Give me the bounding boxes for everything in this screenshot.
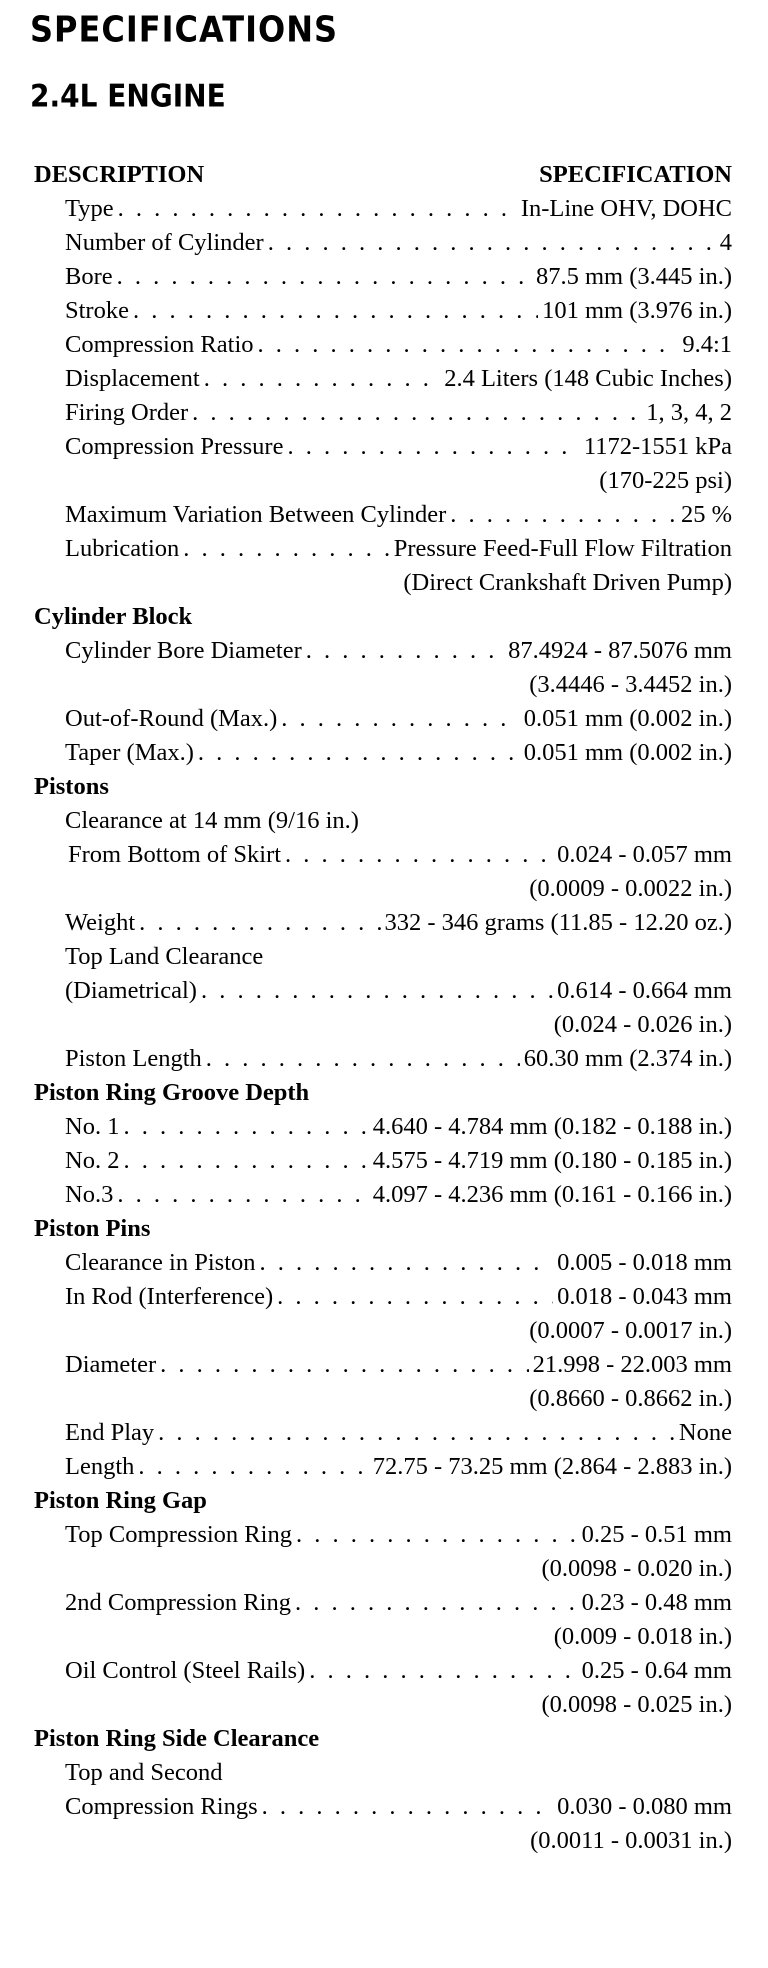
- spec-value: 0.23 - 0.48 mm: [581, 1589, 732, 1616]
- spec-label: Diameter: [65, 1351, 157, 1378]
- spec-label: In Rod (Interference): [65, 1283, 274, 1310]
- section-heading-ring-side-clearance: Piston Ring Side Clearance: [34, 1725, 320, 1752]
- spec-row-displacement: [34, 362, 732, 396]
- spec-value: 4.097 - 4.236 mm (0.161 - 0.166 in.): [372, 1181, 732, 1208]
- spec-label: Weight: [65, 909, 136, 936]
- leader-dots: [309, 1654, 577, 1688]
- spec-value: 25 %: [680, 501, 732, 528]
- spec-label: Length: [65, 1453, 135, 1480]
- section-title: 2.4L ENGINE: [30, 78, 226, 115]
- leader-dots: [139, 906, 380, 940]
- leader-dots: [287, 430, 579, 464]
- spec-row-weight: [34, 906, 732, 940]
- section-heading-ring-groove-depth: Piston Ring Groove Depth: [34, 1079, 310, 1106]
- spec-value-continuation: (Direct Crankshaft Driven Pump): [403, 569, 732, 596]
- leader-dots: [277, 1280, 553, 1314]
- spec-row-groove-no1: [34, 1110, 732, 1144]
- spec-value: 4: [719, 229, 732, 256]
- spec-value: 72.75 - 73.25 mm (2.864 - 2.883 in.): [372, 1453, 732, 1480]
- spec-row-from-bottom: [34, 838, 732, 872]
- spec-row-pin-length: [34, 1450, 732, 1484]
- leader-dots: [198, 736, 520, 770]
- spec-row-type: [34, 192, 732, 226]
- spec-row-compression-ratio: [34, 328, 732, 362]
- spec-value-continuation: (0.024 - 0.026 in.): [553, 1011, 732, 1038]
- spec-value: 1, 3, 4, 2: [646, 399, 732, 426]
- spec-row-second-ring-gap: [34, 1586, 732, 1620]
- leader-dots: [117, 260, 532, 294]
- spec-row-bore-diameter: [34, 634, 732, 668]
- spec-label: Top Compression Ring: [65, 1521, 292, 1548]
- leader-dots: [206, 1042, 520, 1076]
- spec-value: None: [678, 1419, 732, 1446]
- spec-label: Type: [65, 195, 114, 222]
- column-header-row: [34, 158, 732, 192]
- spec-row-continuation: [34, 1620, 732, 1654]
- spec-value-continuation: (170-225 psi): [599, 467, 732, 494]
- leader-dots: [118, 192, 517, 226]
- spec-value-continuation: (0.0009 - 0.0022 in.): [529, 875, 732, 902]
- column-header-specification: SPECIFICATION: [539, 161, 732, 188]
- spec-value: 1172-1551 kPa: [583, 433, 732, 460]
- spec-row-continuation: [34, 1314, 732, 1348]
- spec-value: 87.5 mm (3.445 in.): [536, 263, 732, 290]
- section-heading-ring-gap: Piston Ring Gap: [34, 1487, 207, 1514]
- leader-dots: [285, 838, 553, 872]
- leader-dots: [260, 1246, 554, 1280]
- leader-dots: [262, 1790, 553, 1824]
- leader-dots: [138, 1450, 368, 1484]
- spec-value: 332 - 346 grams (11.85 - 12.20 oz.): [384, 909, 732, 936]
- spec-row-continuation: [34, 1382, 732, 1416]
- leader-dots: [258, 328, 679, 362]
- spec-row-compression-rings: [34, 1790, 732, 1824]
- leader-dots: [281, 702, 519, 736]
- spec-value: 21.998 - 22.003 mm: [532, 1351, 732, 1378]
- leader-dots: [117, 1178, 368, 1212]
- spec-row-bore: [34, 260, 732, 294]
- spec-value-continuation: (0.8660 - 0.8662 in.): [529, 1385, 732, 1412]
- spec-value: 4.575 - 4.719 mm (0.180 - 0.185 in.): [372, 1147, 732, 1174]
- spec-value-continuation: (0.0098 - 0.020 in.): [541, 1555, 732, 1582]
- leader-dots: [204, 362, 440, 396]
- spec-value-continuation: (3.4446 - 3.4452 in.): [529, 671, 732, 698]
- spec-label: Bore: [65, 263, 113, 290]
- spec-label: Stroke: [65, 297, 129, 324]
- spec-label: Displacement: [65, 365, 200, 392]
- spec-row-out-of-round: [34, 702, 732, 736]
- spec-row-in-rod: [34, 1280, 732, 1314]
- spec-value: 87.4924 - 87.5076 mm: [508, 637, 732, 664]
- spec-label: Top Land Clearance: [65, 943, 264, 970]
- spec-label: Compression Ratio: [65, 331, 254, 358]
- spec-label: Clearance in Piston: [65, 1249, 256, 1276]
- spec-label: Top and Second: [65, 1759, 223, 1786]
- leader-dots: [192, 396, 642, 430]
- spec-label: Cylinder Bore Diameter: [65, 637, 302, 664]
- spec-row-groove-no2: [34, 1144, 732, 1178]
- spec-label: Oil Control (Steel Rails): [65, 1657, 306, 1684]
- spec-label: Number of Cylinder: [65, 229, 264, 256]
- section-heading-piston-pins: Piston Pins: [34, 1215, 151, 1242]
- leader-dots: [123, 1110, 368, 1144]
- leader-dots: [123, 1144, 368, 1178]
- spec-label: Clearance at 14 mm (9/16 in.): [65, 807, 359, 834]
- spec-label: Piston Length: [65, 1045, 202, 1072]
- spec-value: 0.051 mm (0.002 in.): [523, 739, 732, 766]
- spec-row-groove-no3: [34, 1178, 732, 1212]
- spec-row-continuation: [34, 1688, 732, 1722]
- spec-row-max-variation: [34, 498, 732, 532]
- spec-value: 0.614 - 0.664 mm: [557, 977, 732, 1004]
- leader-dots: [201, 974, 553, 1008]
- spec-value: 4.640 - 4.784 mm (0.182 - 0.188 in.): [372, 1113, 732, 1140]
- leader-dots: [295, 1586, 578, 1620]
- spec-value: Pressure Feed-Full Flow Filtration: [393, 535, 732, 562]
- page-title: SPECIFICATIONS: [30, 8, 339, 51]
- spec-label: (Diametrical): [65, 977, 197, 1004]
- spec-value: 0.005 - 0.018 mm: [557, 1249, 732, 1276]
- spec-value-continuation: (0.009 - 0.018 in.): [553, 1623, 732, 1650]
- spec-label: From Bottom of Skirt: [68, 841, 282, 868]
- spec-value: 2.4 Liters (148 Cubic Inches): [444, 365, 732, 392]
- spec-value: 0.25 - 0.51 mm: [581, 1521, 732, 1548]
- leader-dots: [296, 1518, 578, 1552]
- spec-row-diametrical: [34, 974, 732, 1008]
- section-heading-pistons: Pistons: [34, 773, 109, 800]
- spec-value-continuation: (0.0011 - 0.0031 in.): [530, 1827, 732, 1854]
- spec-label: Compression Rings: [65, 1793, 258, 1820]
- spec-row-end-play: [34, 1416, 732, 1450]
- spec-row-top-ring-gap: [34, 1518, 732, 1552]
- spec-value: 0.024 - 0.057 mm: [557, 841, 732, 868]
- leader-dots: [158, 1416, 675, 1450]
- spec-value: 101 mm (3.976 in.): [542, 297, 732, 324]
- spec-row-top-land-heading: [34, 940, 732, 974]
- leader-dots: [160, 1348, 528, 1382]
- leader-dots: [450, 498, 677, 532]
- spec-label: Maximum Variation Between Cylinder: [65, 501, 447, 528]
- spec-label: Compression Pressure: [65, 433, 284, 460]
- spec-row-clearance-heading: [34, 804, 732, 838]
- section-heading-cylinder-block: Cylinder Block: [34, 603, 193, 630]
- spec-row-taper: [34, 736, 732, 770]
- spec-value: 60.30 mm (2.374 in.): [523, 1045, 732, 1072]
- spec-value: 0.25 - 0.64 mm: [581, 1657, 732, 1684]
- leader-dots: [268, 226, 716, 260]
- spec-value: In-Line OHV, DOHC: [520, 195, 732, 222]
- spec-value: 0.030 - 0.080 mm: [557, 1793, 732, 1820]
- spec-label: Taper (Max.): [65, 739, 194, 766]
- column-header-description: DESCRIPTION: [34, 161, 205, 188]
- spec-row-compression-pressure: [34, 430, 732, 464]
- spec-value-continuation: (0.0098 - 0.025 in.): [541, 1691, 732, 1718]
- leader-dots: [306, 634, 504, 668]
- spec-row-lubrication: [34, 532, 732, 566]
- spec-label: Firing Order: [65, 399, 189, 426]
- spec-value-continuation: (0.0007 - 0.0017 in.): [529, 1317, 732, 1344]
- spec-row-continuation: [34, 1552, 732, 1586]
- spec-label: Lubrication: [65, 535, 180, 562]
- spec-value: 0.018 - 0.043 mm: [557, 1283, 732, 1310]
- leader-dots: [183, 532, 389, 566]
- spec-table: [34, 158, 732, 1858]
- spec-value: 9.4:1: [682, 331, 732, 358]
- spec-label: End Play: [65, 1419, 155, 1446]
- spec-row-pin-clearance: [34, 1246, 732, 1280]
- spec-row-continuation: [34, 872, 732, 906]
- spec-label: No. 1: [65, 1113, 120, 1140]
- spec-row-pin-diameter: [34, 1348, 732, 1382]
- spec-row-continuation: [34, 1008, 732, 1042]
- spec-label: Out-of-Round (Max.): [65, 705, 278, 732]
- spec-row-piston-length: [34, 1042, 732, 1076]
- spec-row-continuation: [34, 668, 732, 702]
- spec-label: No.3: [65, 1181, 114, 1208]
- leader-dots: [133, 294, 538, 328]
- spec-row-continuation: [34, 566, 732, 600]
- spec-label: No. 2: [65, 1147, 120, 1174]
- spec-row-cylinders: [34, 226, 732, 260]
- spec-row-continuation: [34, 1824, 732, 1858]
- spec-row-top-second-heading: [34, 1756, 732, 1790]
- spec-row-firing-order: [34, 396, 732, 430]
- spec-label: 2nd Compression Ring: [65, 1589, 291, 1616]
- spec-row-stroke: [34, 294, 732, 328]
- spec-row-continuation: [34, 464, 732, 498]
- spec-value: 0.051 mm (0.002 in.): [523, 705, 732, 732]
- spec-row-oil-ring-gap: [34, 1654, 732, 1688]
